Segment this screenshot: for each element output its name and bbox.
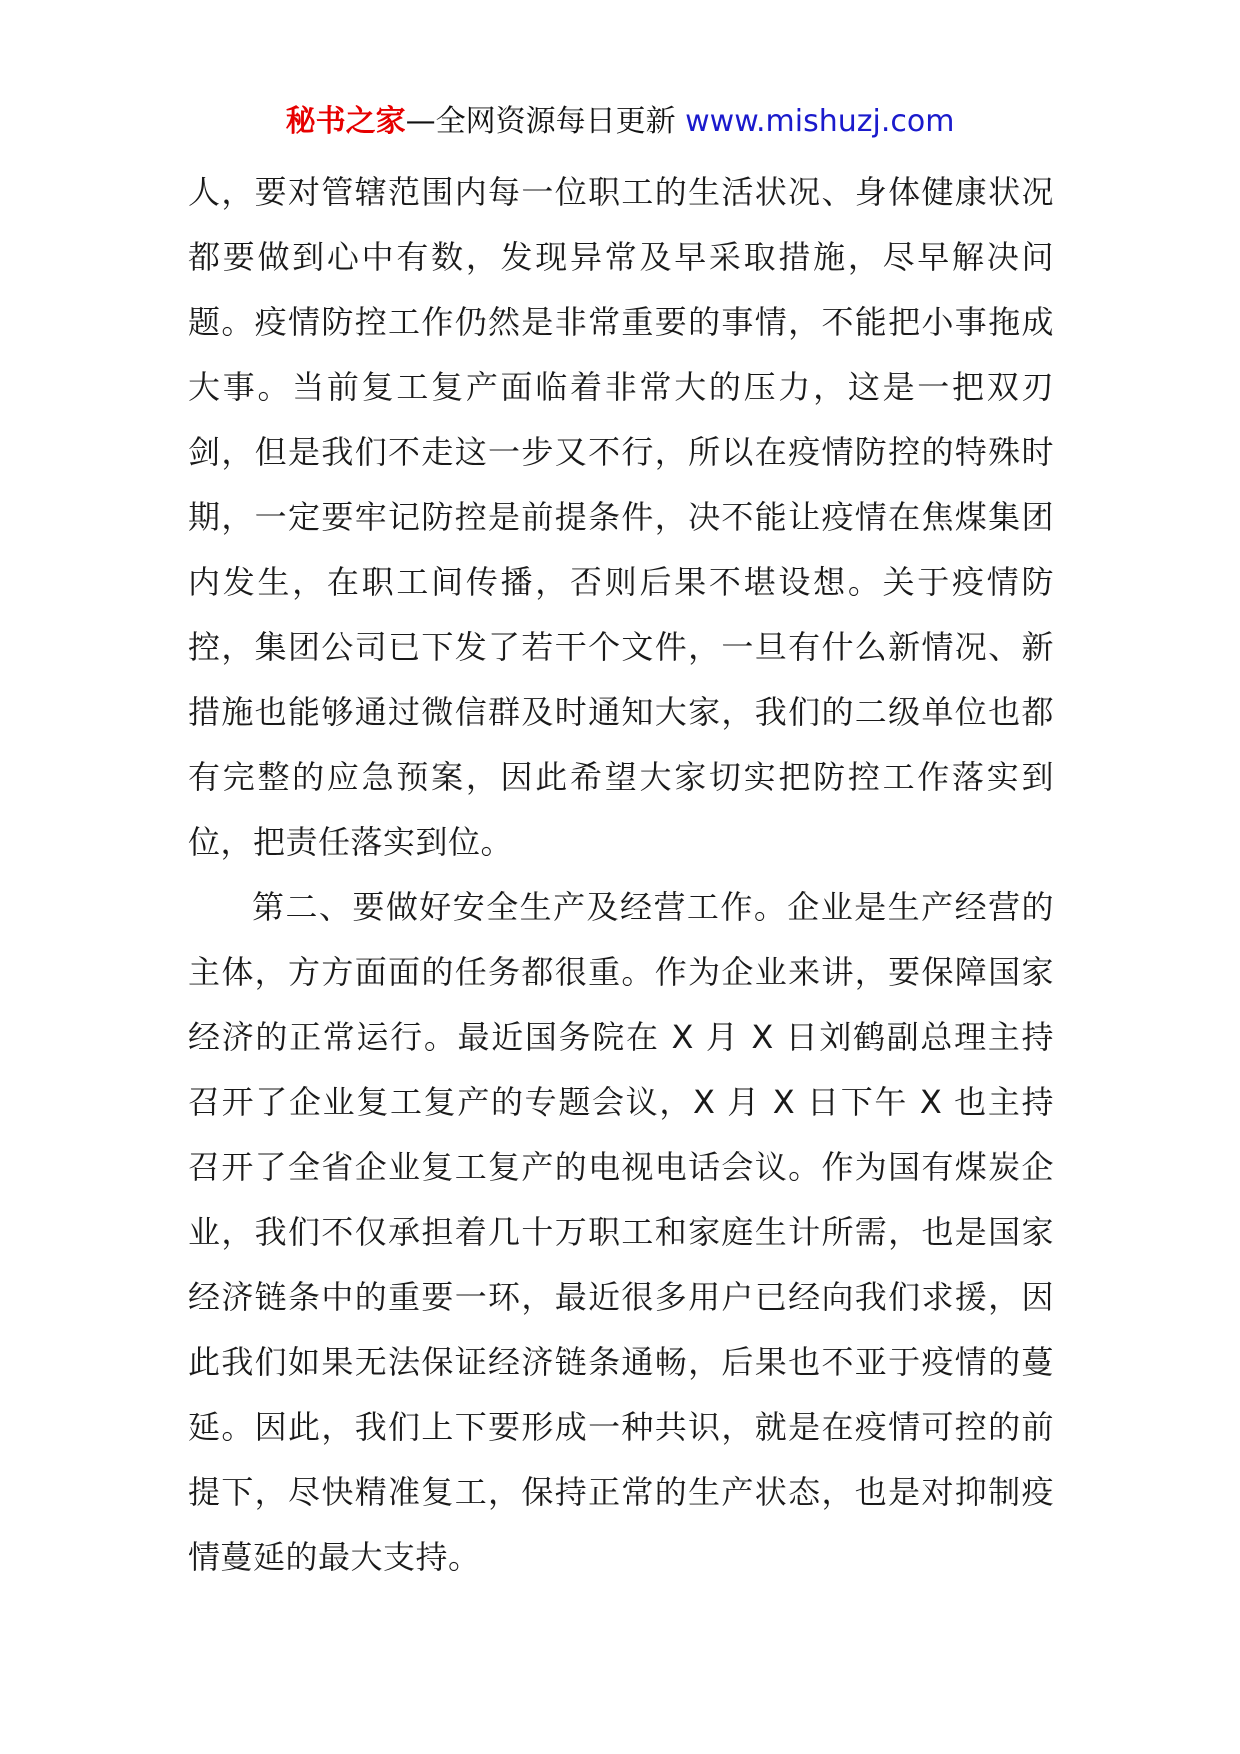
header-tagline: —全网资源每日更新: [405, 104, 686, 139]
brand-name: 秘书之家: [285, 104, 406, 139]
page-header: [0, 100, 1240, 144]
document-body: [188, 160, 1054, 1590]
paragraph-second-point: 第二、要做好安全生产及经营工作。企业是生产经营的主体，方方面面的任务都很重。作为企业来讲，要保障国家经济的正常运行。最近国务院在 X 月 X 日刘鹤副总理主持召开了企业复工复产的专题会议，X 月 X 日下午 X 也主持召开了全省企业复工复产的电视电话会议。作为国有煤炭企业，我们不仅承担着几十万职工和家庭生计所需，也是国家经济链条中的重要一环，最近很多用户已经向我们求援，因此我们如果无法保证经济链条通畅，后果也不亚于疫情的蔓延。因此，我们上下要形成一种共识，就是在疫情可控的前提下，尽快精准复工，保持正常的生产状态，也是对抑制疫情蔓延的最大支持。: [188, 888, 1054, 1576]
paragraph-continuation: 人，要对管辖范围内每一位职工的生活状况、身体健康状况都要做到心中有数，发现异常及早采取措施，尽早解决问题。疫情防控工作仍然是非常重要的事情，不能把小事拖成大事。当前复工复产面临着非常大的压力，这是一把双刃剑，但是我们不走这一步又不行，所以在疫情防控的特殊时期，一定要牢记防控是前提条件，决不能让疫情在焦煤集团内发生，在职工间传播，否则后果不堪设想。关于疫情防控，集团公司已下发了若干个文件，一旦有什么新情况、新措施也能够通过微信群及时通知大家，我们的二级单位也都有完整的应急预案，因此希望大家切实把防控工作落实到位，把责任落实到位。: [188, 173, 1054, 861]
site-link[interactable]: www.mishuzj.com: [685, 104, 955, 139]
